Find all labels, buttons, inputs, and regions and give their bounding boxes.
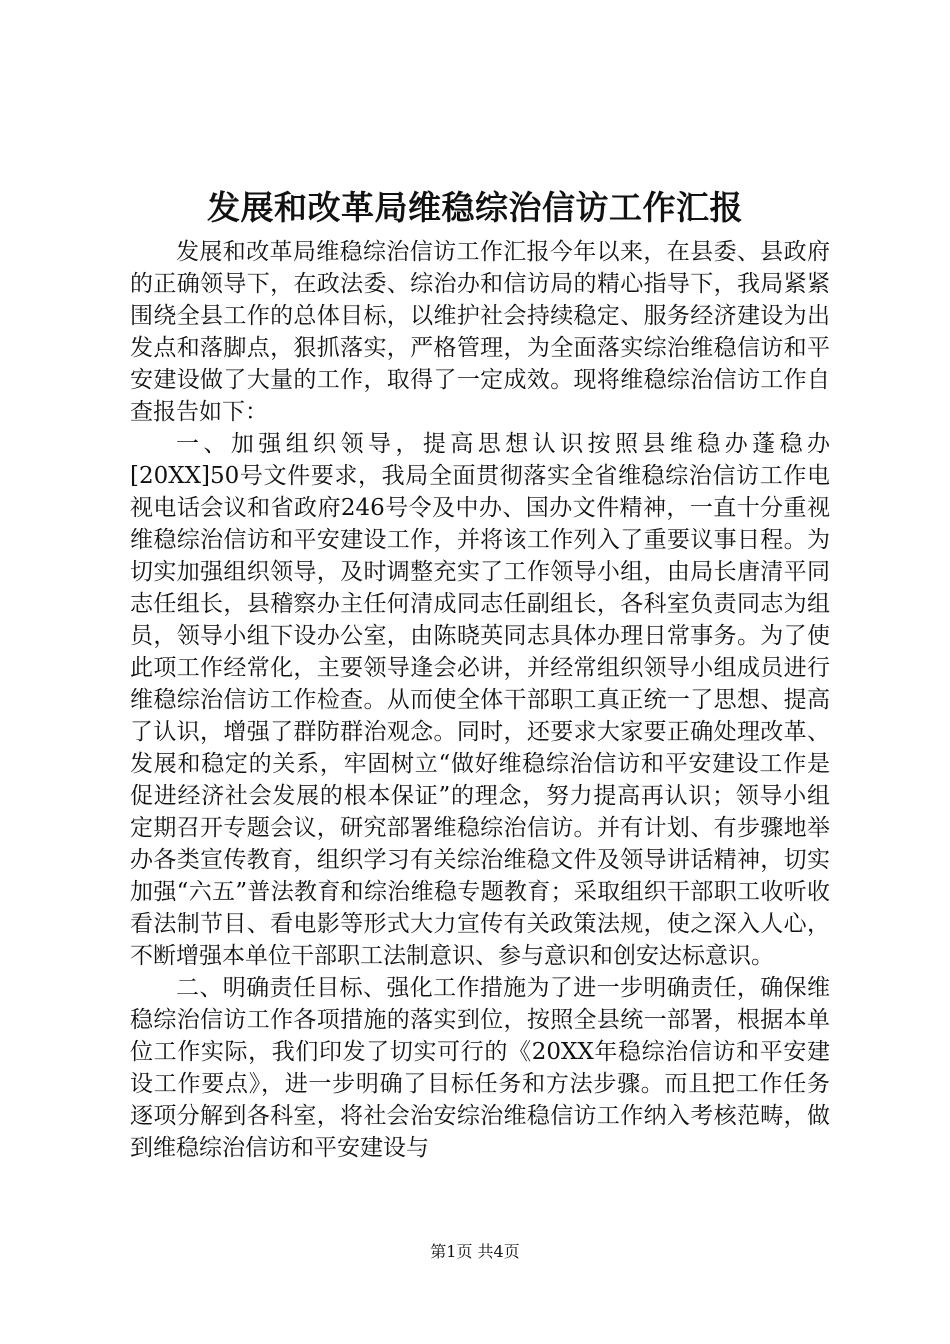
paragraph-section-two: 二、明确责任目标、强化工作措施为了进一步明确责任，确保维稳综治信访工作各项措施的落实到位，按照全县统一部署，根据本单位工作实际，我们印发了切实可行的《20XX年稳综治信访和平安建设工作要点》，进一步明确了目标任务和方法步骤。而且把工作任务逐项分解到各科室，将社会治安综治维稳信访工作纳入考核范畴，做到维稳综治信访和平安建设与 — [130, 975, 830, 1161]
document-title: 发展和改革局维稳综治信访工作汇报 — [207, 188, 743, 227]
paragraph-section-one: 一、加强组织领导，提高思想认识按照县维稳办蓬稳办[20XX]50号文件要求，我局全面贯彻落实全省维稳综治信访工作电视电话会议和省政府246号令及中办、国办文件精神，一直十分重视维稳综治信访和平安建设工作，并将该工作列入了重要议事日程。为切实加强组织领导，及时调整充实了工作领导小组，由局长唐清平同志任组长，县稽察办主任何清成同志任副组长，各科室负责同志为组员，领导小组下设办公室，由陈晓英同志具体办理日常事务。为了使此项工作经常化，主要领导逢会必讲，并经常组织领导小组成员进行维稳综治信访工作检查。从而使全体干部职工真正统一了思想、提高了认识，增强了群防群治观念。同时，还要求大家要正确处理改革、发展和稳定的关系，牢固树立“做好维稳综治信访和平安建设工作是促进经济社会发展的根本保证”的理念，努力提高再认识；领导小组定期召开专题会议，研究部署维稳综治信访。并有计划、有步骤地举办各类宣传教育，组织学习有关综治维稳文件及领导讲话精神，切实加强“六五”普法教育和综治维稳专题教育；采取组织干部职工收听收看法制节目、看电影等形式大力宣传有关政策法规，使之深入人心，不断增强本单位干部职工法制意识、参与意识和创安达标意识。 — [130, 431, 830, 969]
document-body — [130, 236, 830, 1164]
page-number-footer: 第1页 共4页 — [430, 1242, 520, 1261]
paragraph-intro: 发展和改革局维稳综治信访工作汇报今年以来，在县委、县政府的正确领导下，在政法委、综治办和信访局的精心指导下，我局紧紧围绕全县工作的总体目标，以维护社会持续稳定、服务经济建设为出发点和落脚点，狠抓落实，严格管理，为全面落实综治维稳信访和平安建设做了大量的工作，取得了一定成效。现将维稳综治信访工作自查报告如下： — [130, 239, 830, 425]
